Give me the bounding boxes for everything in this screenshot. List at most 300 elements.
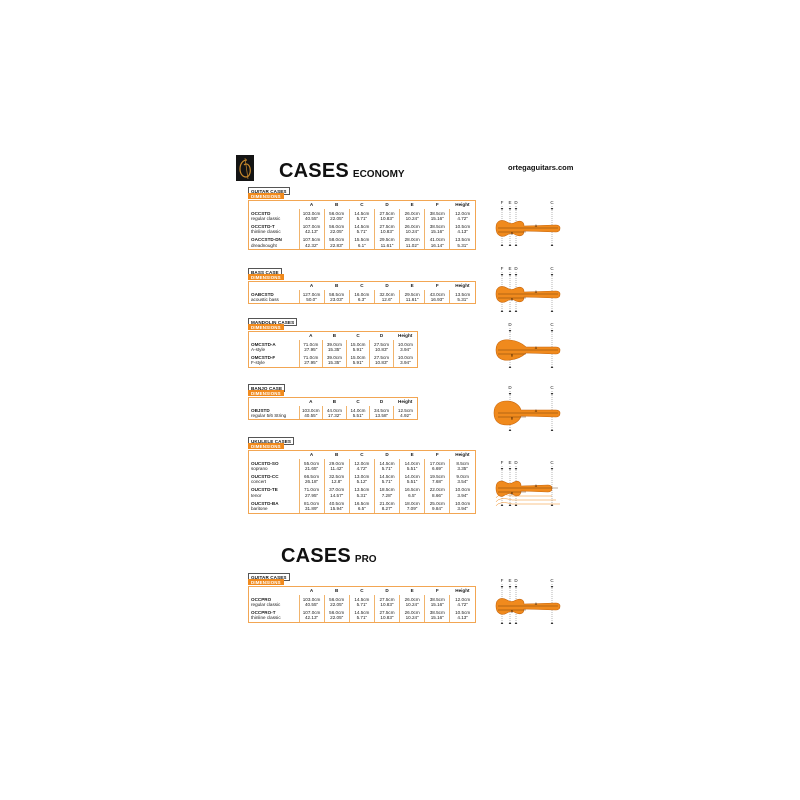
dimension-cell	[400, 459, 425, 472]
arrow-icon	[509, 586, 512, 588]
dimension-cm: 15.0cm	[350, 341, 366, 347]
dimension-cm: 127.0cm	[302, 291, 321, 297]
dimension-cm: 29.5cm	[379, 237, 395, 243]
arrow-icon	[551, 393, 554, 395]
table-header-row	[249, 398, 417, 406]
dimension-inches: 5.31"	[356, 492, 368, 498]
model-name: OMCSTD-F	[251, 354, 276, 360]
dimension-cell	[324, 209, 349, 222]
dimension-cm: 41.0cm	[429, 237, 445, 243]
dimension-letter: C	[550, 578, 554, 583]
dimension-cm: 18.0cm	[404, 500, 420, 506]
dimension-cm: 26.0cm	[404, 210, 420, 216]
dimension-inches: 22.83"	[330, 242, 344, 248]
dimension-inches: 9.84"	[431, 505, 443, 511]
arrow-icon	[501, 622, 504, 624]
column-header: E	[410, 588, 414, 594]
column-header: C	[356, 399, 360, 405]
dimension-cm: 71.0cm	[303, 341, 319, 347]
column-header: C	[360, 452, 364, 458]
dimension-cm: 15.5cm	[354, 237, 370, 243]
dimension-cm: 29.0cm	[329, 460, 345, 466]
dimension-cm: 27.5cm	[374, 354, 390, 360]
column-header: D	[379, 333, 384, 339]
arrow-icon	[551, 244, 554, 246]
dimension-inches: 4.92"	[400, 412, 411, 418]
dimension-cm: 26.0cm	[404, 609, 420, 615]
section-header	[248, 573, 476, 586]
dimension-inches: 15.16"	[430, 615, 444, 621]
pro-title-sub: PRO	[354, 554, 377, 565]
section-header	[248, 318, 418, 331]
dimension-cell	[425, 499, 450, 512]
arrow-icon	[501, 274, 504, 276]
dimension-inches: 4.13"	[457, 229, 468, 235]
dimension-letter: C	[550, 322, 554, 327]
arrow-icon	[551, 366, 554, 368]
dimension-letter: E	[508, 266, 512, 271]
column-header: F	[435, 588, 439, 594]
dimension-cell	[324, 222, 349, 235]
dimension-inches: 15.16"	[430, 215, 444, 221]
dimension-cell	[425, 222, 450, 235]
dimensions-table	[249, 451, 475, 513]
dimension-letter-a: A	[534, 602, 538, 606]
case-diagram-svg	[486, 578, 562, 628]
dimension-cm: 27.5cm	[379, 223, 395, 229]
dimension-cm: 39.0cm	[326, 354, 342, 360]
dimension-cm: 25.0cm	[429, 500, 445, 506]
dimension-cell	[349, 499, 374, 512]
dimensions-table-frame	[248, 200, 476, 250]
dimension-letter-b: B	[510, 353, 514, 358]
dimensions-table-frame	[248, 281, 476, 304]
column-header: D	[385, 452, 389, 458]
dimension-cm: 38.5cm	[429, 210, 445, 216]
dimension-inches: 8.27"	[381, 505, 393, 511]
dimension-inches: 17.32"	[327, 412, 341, 418]
arrow-icon	[515, 622, 518, 624]
dimension-cm: 38.5cm	[429, 596, 445, 602]
dimension-letter: D	[514, 200, 518, 205]
arrow-icon	[501, 468, 504, 470]
column-header: A	[309, 283, 314, 289]
dimension-inches: 7.68"	[431, 479, 443, 485]
dimension-cm: 32.5cm	[329, 473, 345, 479]
column-header: E	[410, 452, 414, 458]
column-header: C	[360, 283, 364, 289]
arrow-icon	[515, 468, 518, 470]
dimension-inches: 12.8"	[331, 479, 342, 485]
column-header: D	[385, 283, 389, 289]
dimension-cm: 14.5cm	[354, 210, 370, 216]
dimension-cell	[374, 486, 399, 499]
dimension-cm: 12.0cm	[455, 210, 471, 216]
model-description: soprano	[251, 465, 268, 471]
dimension-cell	[299, 406, 323, 419]
column-header: D	[385, 202, 389, 208]
table-header-row	[249, 332, 417, 340]
arrow-icon	[509, 393, 512, 395]
dimension-inches: 5.71"	[356, 601, 368, 607]
dimension-cell	[425, 595, 450, 608]
dimension-cell	[374, 290, 399, 303]
model-name: OUCSTD-BA	[251, 500, 279, 506]
dimension-inches: 11.42"	[330, 465, 344, 471]
dimension-cm: 10.0cm	[397, 341, 413, 347]
dimension-letter: D	[514, 578, 518, 583]
dimension-cm: 58.5cm	[329, 291, 345, 297]
dimension-cell	[450, 608, 475, 621]
dimension-cell	[425, 236, 450, 249]
table-row	[249, 486, 475, 499]
dimension-cell	[323, 353, 347, 366]
column-header: Height	[398, 399, 413, 405]
column-header: B	[335, 452, 339, 458]
model-cell	[249, 222, 299, 235]
dimension-cell	[299, 353, 323, 366]
arrow-icon	[551, 429, 554, 431]
size-outline	[496, 499, 556, 502]
model-name: OCCSTD	[251, 210, 271, 216]
model-description: thinline classic	[251, 615, 281, 621]
dimension-inches: 13.58"	[375, 412, 389, 418]
column-header: A	[309, 588, 314, 594]
dimension-letter: F	[500, 200, 504, 205]
dimension-inches: 5.51"	[406, 479, 418, 485]
dimension-inches: 3.94"	[400, 346, 411, 352]
section-header	[248, 437, 476, 450]
dimension-cell	[425, 608, 450, 621]
dimension-letter-b: B	[510, 491, 514, 496]
dimension-inches: 10.83"	[380, 229, 394, 235]
dimension-cm: 107.0cm	[302, 609, 321, 615]
dimension-cell	[400, 236, 425, 249]
table-row	[249, 472, 475, 485]
dimension-cell	[400, 222, 425, 235]
dimension-inches: 10.24"	[405, 601, 419, 607]
dimension-cm: 16.0cm	[354, 291, 370, 297]
dimension-cm: 34.5cm	[374, 407, 390, 413]
dimension-cell	[346, 406, 370, 419]
arrow-icon	[501, 208, 504, 210]
dimension-cm: 16.5cm	[354, 500, 370, 506]
column-header: A	[309, 333, 313, 339]
dimension-cell	[393, 353, 417, 366]
dimension-cell	[324, 472, 349, 485]
dimension-letter-b: B	[510, 609, 514, 614]
dimensions-table-frame	[248, 586, 476, 623]
dimension-cm: 71.0cm	[303, 354, 319, 360]
dimension-cm: 14.0cm	[350, 407, 366, 413]
arrow-icon	[501, 310, 504, 312]
arrow-icon	[515, 208, 518, 210]
dimension-cell	[400, 486, 425, 499]
dimension-inches: 10.83"	[375, 360, 389, 366]
dimension-letter: C	[550, 200, 554, 205]
dimension-cm: 18.5cm	[379, 487, 395, 493]
dimension-cm: 21.0cm	[379, 500, 395, 506]
arrow-icon	[551, 208, 554, 210]
dimension-cell	[323, 340, 347, 353]
dimension-cm: 10.0cm	[455, 500, 471, 506]
dimension-cm: 13.5cm	[455, 237, 471, 243]
dimension-cell	[299, 236, 324, 249]
column-header: B	[332, 333, 337, 339]
model-cell	[249, 406, 299, 419]
dimension-cm: 12.5cm	[397, 407, 413, 413]
dimension-cell	[323, 406, 347, 419]
dimension-cm: 58.0cm	[329, 237, 345, 243]
dimension-cm: 14.5cm	[354, 223, 370, 229]
dimension-cm: 56.0cm	[329, 609, 345, 615]
section-label: BANJO CASE	[248, 384, 285, 392]
dimension-cm: 107.5cm	[302, 237, 321, 243]
dimensions-bar: DIMENSIONS	[248, 443, 284, 449]
arrow-icon	[501, 244, 504, 246]
dimension-inches: 42.13"	[305, 615, 319, 621]
column-header: A	[309, 399, 313, 405]
dimension-cell	[370, 406, 394, 419]
column-header: B	[335, 588, 339, 594]
dimension-cell	[299, 222, 324, 235]
arrow-icon	[551, 586, 554, 588]
model-cell	[249, 353, 299, 366]
case-diagram-svg	[486, 200, 562, 250]
arrow-icon	[551, 274, 554, 276]
dimension-letter: F	[500, 266, 504, 271]
dimension-inches: 11.61"	[380, 242, 394, 248]
table-row	[249, 340, 417, 353]
model-description: regular classic	[251, 601, 281, 607]
dimension-inches: 3.54"	[457, 479, 468, 485]
model-description: baritone	[251, 505, 268, 511]
case-diagram	[486, 322, 562, 377]
table-header-row	[249, 451, 475, 459]
table-row	[249, 595, 475, 608]
model-description: regular 5/6 String	[251, 412, 287, 418]
website-link[interactable]: ortegaguitars.com	[508, 163, 574, 172]
dimension-inches: 5.71"	[356, 615, 368, 621]
dimension-inches: 42.32"	[305, 242, 319, 248]
dimension-inches: 5.91"	[352, 360, 364, 366]
dimension-cm: 37.0cm	[329, 487, 345, 493]
model-name: OACCSTD-DN	[251, 237, 282, 243]
section-header	[248, 268, 476, 281]
model-cell	[249, 499, 299, 512]
dimensions-table-frame	[248, 450, 476, 514]
dimension-inches: 15.16"	[430, 229, 444, 235]
dimension-cm: 26.0cm	[404, 223, 420, 229]
dimension-letter-b: B	[510, 231, 514, 236]
table-row	[249, 608, 475, 621]
model-column-header	[249, 282, 299, 290]
arrow-icon	[515, 244, 518, 246]
column-header: E	[410, 202, 414, 208]
guitar-case-shape	[496, 598, 560, 614]
dimension-cell	[349, 236, 374, 249]
dimension-inches: 21.65"	[305, 465, 319, 471]
column-header: A	[309, 452, 314, 458]
arrow-icon	[515, 586, 518, 588]
dimension-cm: 12.0cm	[354, 460, 370, 466]
dimension-cm: 17.0cm	[429, 460, 445, 466]
case-diagram	[486, 200, 562, 255]
model-cell	[249, 236, 299, 249]
model-name: OUCSTD-CC	[251, 473, 279, 479]
dimension-inches: 6.5"	[408, 492, 417, 498]
dimension-letter-a: A	[534, 290, 538, 294]
column-header: C	[360, 202, 364, 208]
model-name: OCCPRO	[251, 596, 272, 602]
table-header-row	[249, 282, 475, 290]
dimension-inches: 27.95"	[304, 346, 318, 352]
dimension-cell	[299, 595, 324, 608]
section-label: MANDOLIN CASES	[248, 318, 297, 326]
dimension-cell	[374, 595, 399, 608]
dimension-cm: 103.0cm	[302, 210, 321, 216]
dimension-cm: 103.0cm	[301, 407, 320, 413]
dimensions-table	[249, 398, 417, 419]
column-header: D	[385, 588, 389, 594]
dimensions-table	[249, 282, 475, 303]
dimension-cell	[374, 472, 399, 485]
model-name: OBJSTD	[251, 407, 270, 413]
dimension-letter: F	[500, 578, 504, 583]
dimension-cell	[299, 209, 324, 222]
dimension-inches: 4.72"	[356, 465, 368, 471]
dimensions-bar: DIMENSIONS	[248, 390, 284, 396]
dimension-inches: 10.83"	[380, 615, 394, 621]
dimension-cell	[374, 236, 399, 249]
column-header: C	[356, 333, 360, 339]
column-header: B	[332, 399, 337, 405]
dimension-letter: E	[508, 200, 512, 205]
arrow-icon	[515, 310, 518, 312]
section-label: GUITAR CASES	[248, 573, 290, 581]
section-label: UKULELE CASES	[248, 437, 294, 445]
arrow-icon	[509, 208, 512, 210]
table-row	[249, 406, 417, 419]
dimension-inches: 11.02"	[405, 242, 419, 248]
dimension-cm: 9.0cm	[456, 473, 469, 479]
dimension-cm: 10.0cm	[455, 487, 471, 493]
dimension-cm: 56.0cm	[329, 596, 345, 602]
dimension-inches: 3.94"	[457, 505, 468, 511]
dimension-inches: 10.83"	[375, 346, 389, 352]
dimension-inches: 15.35"	[327, 346, 341, 352]
dimension-cell	[299, 290, 324, 303]
model-description: dreadnought	[251, 242, 277, 248]
arrow-icon	[509, 429, 512, 431]
column-header: Height	[455, 283, 470, 289]
economy-title	[279, 160, 405, 183]
model-cell	[249, 459, 299, 472]
case-diagram	[486, 578, 562, 633]
dimension-cell	[400, 472, 425, 485]
dimensions-bar: DIMENSIONS	[248, 274, 284, 280]
dimension-cell	[374, 459, 399, 472]
dimensions-bar: DIMENSIONS	[248, 324, 284, 330]
dimension-inches: 3.35"	[457, 465, 468, 471]
dimension-inches: 10.83"	[380, 601, 394, 607]
dimension-cell	[425, 472, 450, 485]
dimension-cell	[374, 222, 399, 235]
dimension-inches: 6.1"	[357, 242, 366, 248]
arrow-icon	[509, 504, 512, 506]
dimension-cell	[349, 209, 374, 222]
table-row	[249, 353, 417, 366]
arrow-icon	[509, 244, 512, 246]
model-name: OUCSTD-SO	[251, 460, 279, 466]
dimension-inches: 40.55"	[304, 412, 318, 418]
dimension-cm: 38.5cm	[429, 609, 445, 615]
column-header: F	[435, 452, 439, 458]
dimension-cell	[425, 459, 450, 472]
case-diagram	[486, 460, 562, 515]
dimension-cm: 14.0cm	[404, 473, 420, 479]
dimension-inches: 5.91"	[352, 346, 364, 352]
dimension-inches: 4.72"	[457, 601, 468, 607]
dimension-inches: 22.05"	[330, 215, 344, 221]
model-description: F-style	[251, 360, 265, 366]
dimension-inches: 15.16"	[430, 601, 444, 607]
dimension-cm: 27.5cm	[379, 596, 395, 602]
dimension-cm: 13.5cm	[354, 487, 370, 493]
arrow-icon	[501, 504, 504, 506]
dimension-inches: 27.95"	[305, 492, 319, 498]
case-diagram-svg	[486, 322, 562, 372]
dimension-cm: 8.5cm	[456, 460, 469, 466]
dimension-cm: 15.0cm	[350, 354, 366, 360]
dimension-cell	[425, 209, 450, 222]
dimension-letter: D	[508, 322, 512, 327]
dimension-inches: 11.61"	[405, 296, 419, 302]
dimension-cell	[425, 486, 450, 499]
dimension-letter: C	[550, 460, 554, 465]
dimension-cm: 26.0cm	[404, 596, 420, 602]
dimension-inches: 15.94"	[330, 505, 344, 511]
column-header: A	[309, 202, 314, 208]
dimensions-table	[249, 201, 475, 249]
dimension-cell	[349, 459, 374, 472]
dimension-cm: 40.5cm	[329, 500, 345, 506]
dimension-inches: 31.89"	[305, 505, 319, 511]
dimension-cm: 38.5cm	[429, 223, 445, 229]
dimension-cell	[349, 595, 374, 608]
dimension-inches: 5.71"	[381, 479, 393, 485]
dimension-cm: 13.5cm	[455, 291, 471, 297]
dimension-inches: 5.51"	[406, 465, 418, 471]
column-header: F	[435, 283, 439, 289]
model-cell	[249, 486, 299, 499]
dimension-cell	[400, 608, 425, 621]
dimension-cm: 13.0cm	[354, 473, 370, 479]
dimension-inches: 7.09"	[406, 505, 418, 511]
case-section	[248, 268, 476, 304]
dimension-inches: 6.3"	[357, 296, 366, 302]
dimension-letter-a: A	[534, 224, 538, 228]
arrow-icon	[551, 504, 554, 506]
dimension-inches: 23.03"	[330, 296, 344, 302]
case-section	[248, 318, 418, 368]
dimension-cm: 27.5cm	[379, 609, 395, 615]
section-header	[248, 384, 418, 397]
model-cell	[249, 209, 299, 222]
dimension-cm: 14.5cm	[379, 460, 395, 466]
table-row	[249, 290, 475, 303]
case-diagram-svg	[486, 266, 562, 316]
